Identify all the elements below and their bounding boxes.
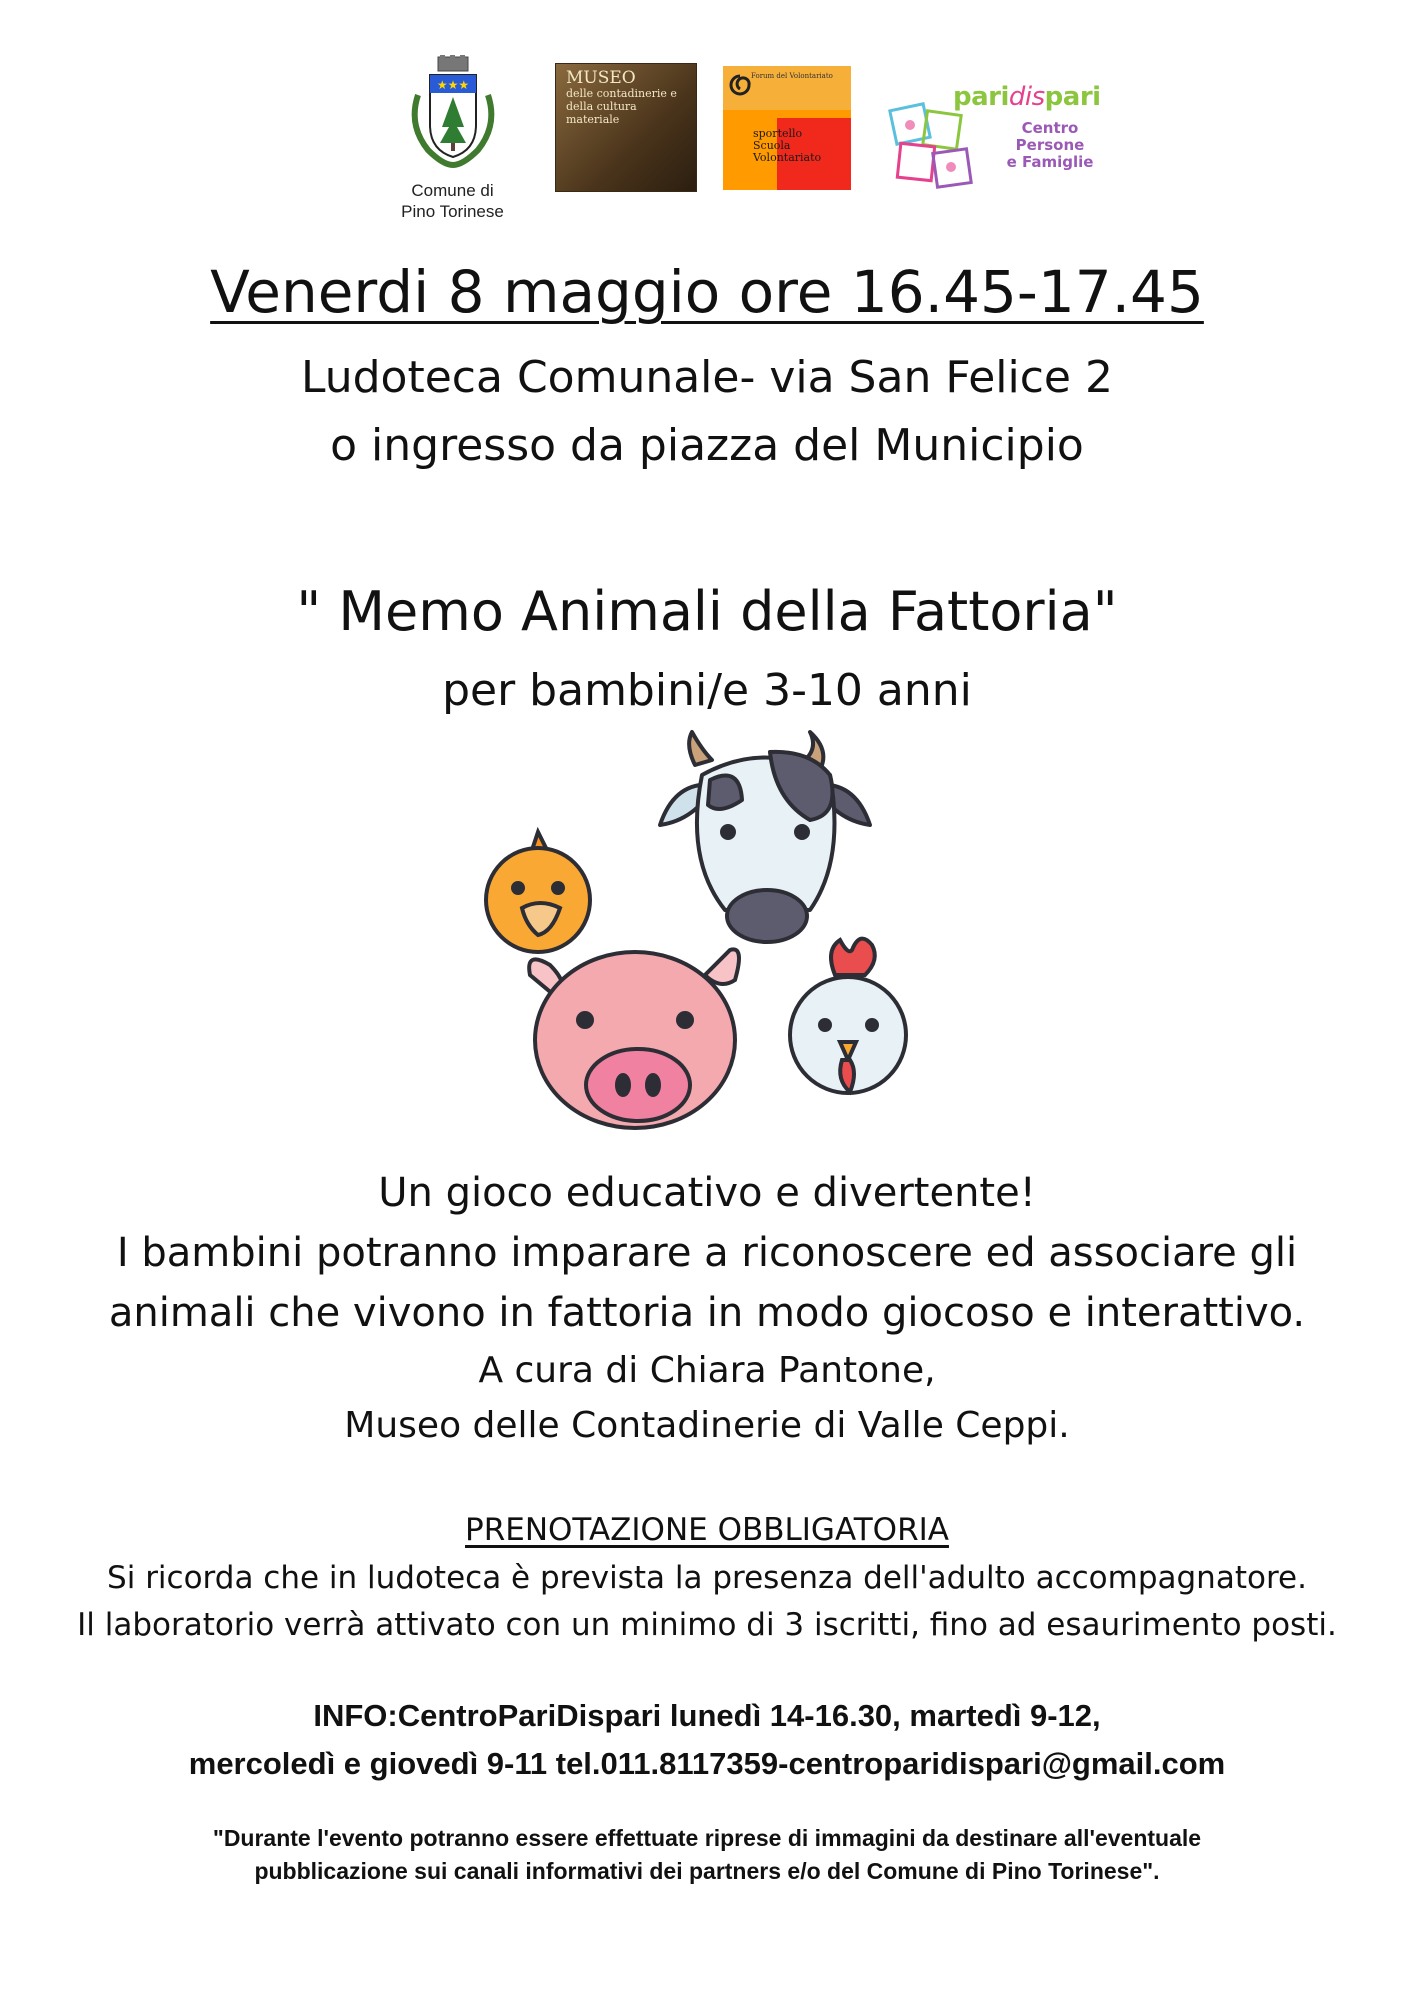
event-location-line1: Ludoteca Comunale- via San Felice 2 bbox=[301, 352, 1113, 403]
svg-text:★★★: ★★★ bbox=[436, 78, 469, 92]
note-line1: Si ricorda che in ludoteca è prevista la presenza dell'adulto accompagnatore. bbox=[107, 1560, 1307, 1596]
disclaimer-line2: pubblicazione sui canali informativi dei partners e/o del Comune di Pino Torinese". bbox=[254, 1858, 1160, 1884]
museo-logo-subtitle: delle contadinerie e della cultura materiale bbox=[566, 87, 677, 126]
swirl-icon bbox=[729, 74, 751, 96]
comune-label-line2: Pino Torinese bbox=[401, 202, 504, 221]
scuola-volontariato-logo bbox=[723, 66, 851, 190]
scuola-logo-top: Forum del Volontariato bbox=[751, 72, 833, 80]
note-line2: Il laboratorio verrà attivato con un minimo di 3 iscritti, fino ad esaurimento posti. bbox=[77, 1607, 1337, 1643]
info-line1: INFO:CentroPariDispari lunedì 14-16.30, martedì 9-12, bbox=[313, 1698, 1101, 1733]
booking-required bbox=[0, 1512, 1414, 1548]
paridispari-sub-line2: e Famiglie bbox=[1006, 153, 1094, 171]
pari-word-1: pari bbox=[953, 82, 1009, 112]
paridispari-logo bbox=[885, 70, 1115, 205]
dis-word: dis bbox=[1008, 82, 1045, 112]
description-line1: Un gioco educativo e divertente! bbox=[378, 1170, 1036, 1216]
description-line3: animali che vivono in fattoria in modo giocoso e interattivo. bbox=[108, 1290, 1306, 1336]
event-location-line2: o ingresso da piazza del Municipio bbox=[330, 420, 1084, 471]
pari-word-2: pari bbox=[1044, 82, 1101, 112]
scuola-logo-bottom: sportello Scuola Volontariato bbox=[753, 127, 822, 164]
farm-animals-illustration bbox=[480, 720, 940, 1140]
chick-icon bbox=[486, 832, 590, 952]
disclaimer-line1: "Durante l'evento potranno essere effettuate riprese di immagini da destinare all'eventuale bbox=[212, 1825, 1202, 1851]
comune-label-line1: Comune di bbox=[411, 181, 494, 200]
pig-icon bbox=[529, 949, 739, 1128]
paridispari-sub-line1: Centro Persone bbox=[1015, 119, 1085, 154]
paridispari-title bbox=[953, 82, 1101, 112]
comune-logo bbox=[385, 55, 520, 230]
event-audience: per bambini/e 3-10 anni bbox=[442, 665, 972, 716]
booking-required-text: PRENOTAZIONE OBBLIGATORIA bbox=[465, 1512, 949, 1548]
coat-of-arms-icon bbox=[408, 55, 498, 175]
description-line2: I bambini potranno imparare a riconoscere ed associare gli bbox=[116, 1230, 1298, 1276]
paridispari-subtitle bbox=[985, 120, 1115, 171]
event-date-time bbox=[0, 258, 1414, 326]
museo-logo-title: MUSEO bbox=[566, 68, 636, 88]
museo-logo bbox=[555, 63, 697, 192]
event-title: " Memo Animali della Fattoria" bbox=[296, 580, 1118, 643]
event-date-time-text: Venerdi 8 maggio ore 16.45-17.45 bbox=[210, 258, 1204, 326]
curator-line1: A cura di Chiara Pantone, bbox=[478, 1350, 936, 1391]
chicken-icon bbox=[790, 939, 906, 1093]
curator-line2: Museo delle Contadinerie di Valle Ceppi. bbox=[344, 1405, 1070, 1446]
info-line2: mercoledì e giovedì 9-11 tel.011.8117359-centroparidispari@gmail.com bbox=[188, 1746, 1226, 1781]
cow-icon bbox=[660, 732, 870, 942]
